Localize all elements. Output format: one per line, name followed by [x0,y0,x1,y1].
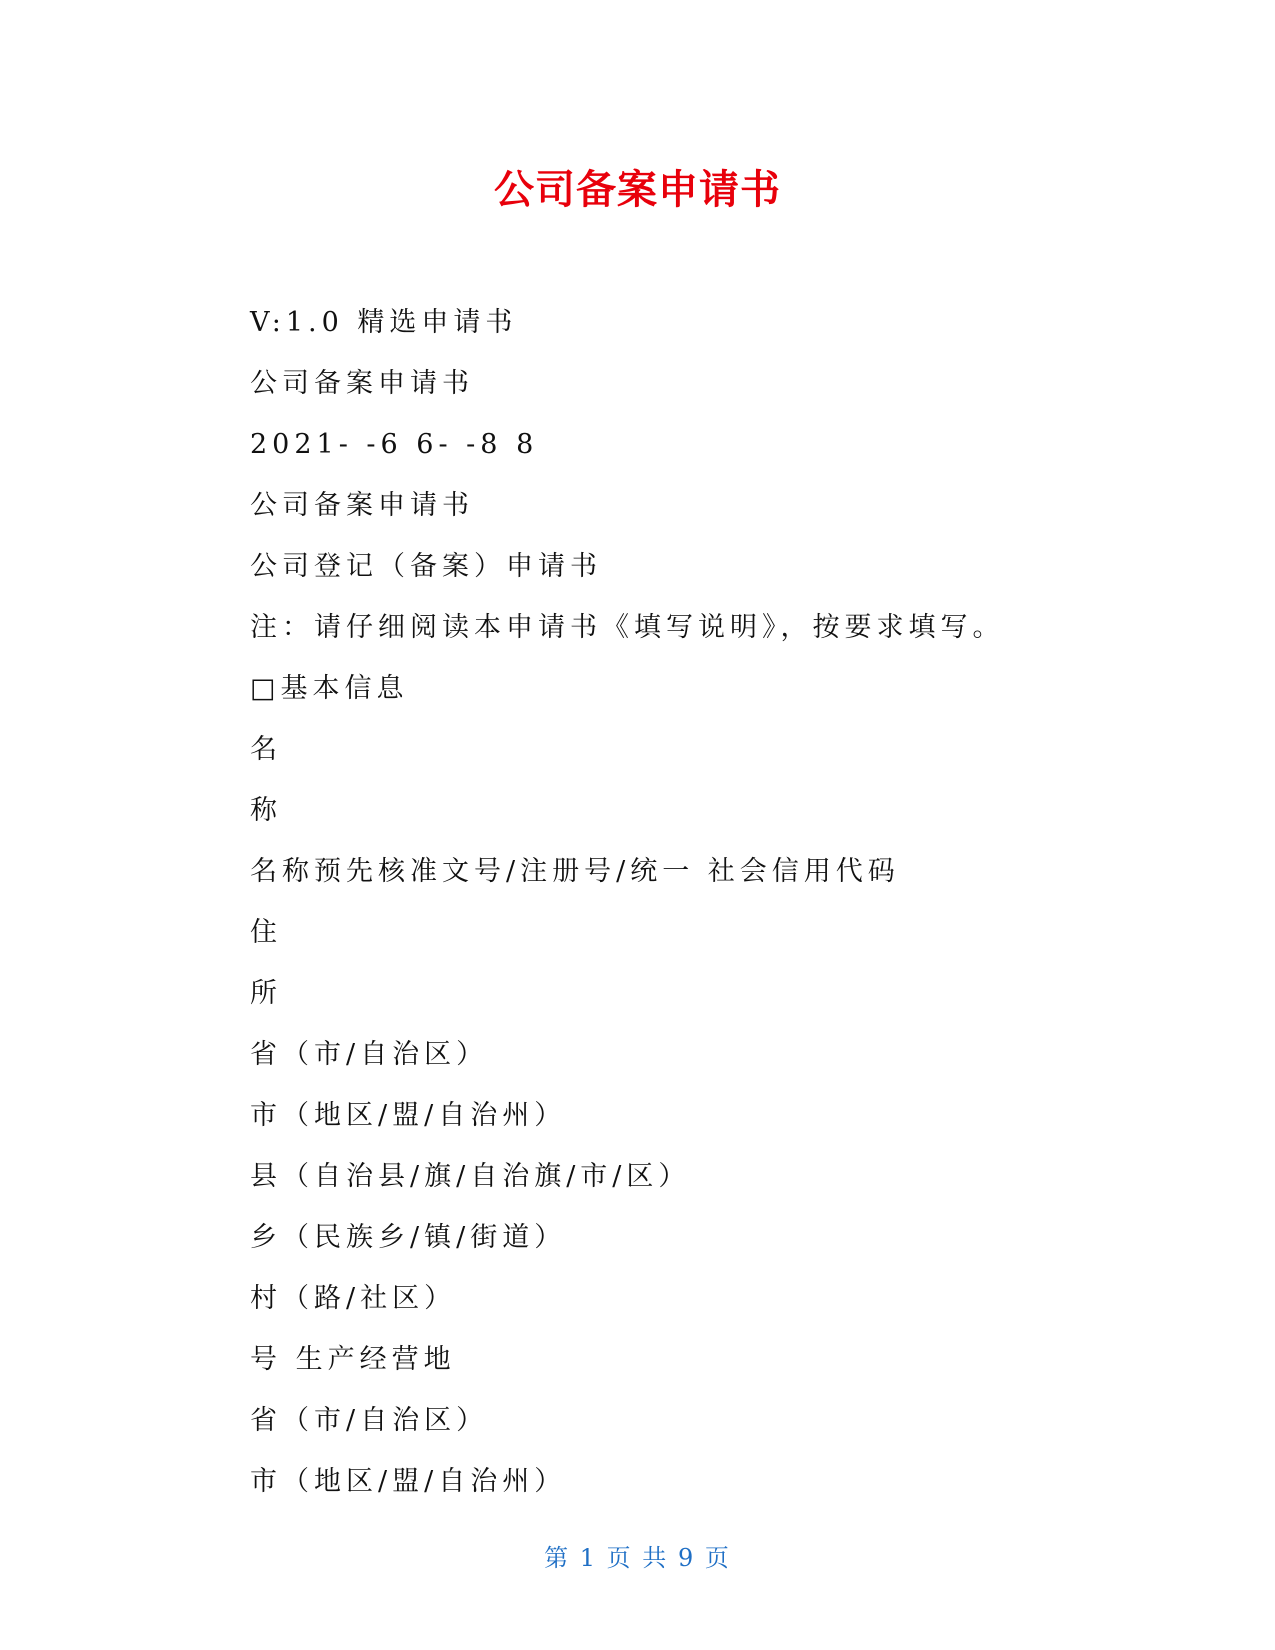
body-line: 公司备案申请书 [250,368,474,399]
body-line: 号 生产经营地 [250,1344,456,1375]
body-line: 2021- -6 6- -8 8 [250,429,539,460]
body-line: 县（自治县/旗/自治旗/市/区） [250,1161,691,1192]
body-line: V:1.0 精选申请书 [250,307,518,338]
body-line: 称 [250,795,282,826]
body-line: 乡（民族乡/镇/街道） [250,1222,567,1253]
body-line: 省（市/自治区） [250,1405,489,1436]
body-line: 村（路/社区） [250,1283,457,1314]
body-line: 市（地区/盟/自治州） [250,1466,567,1497]
body-line: 市（地区/盟/自治州） [250,1100,567,1131]
document-title: 公司备案申请书 [494,167,781,213]
page-number-footer: 第 1 页 共 9 页 [544,1544,731,1572]
body-line: 名称预先核准文号/注册号/统一 社会信用代码 [250,856,900,887]
body-line: 名 [250,734,282,765]
body-line: 公司登记（备案）申请书 [250,551,602,582]
document-body [250,292,1150,1512]
body-line: 公司备案申请书 [250,490,474,521]
body-line: 所 [250,978,282,1009]
body-line: 注：请仔细阅读本申请书《填写说明》，按要求填写。 [250,612,1005,643]
body-line: 省（市/自治区） [250,1039,489,1070]
body-line: □基本信息 [250,673,409,704]
body-line: 住 [250,917,282,948]
